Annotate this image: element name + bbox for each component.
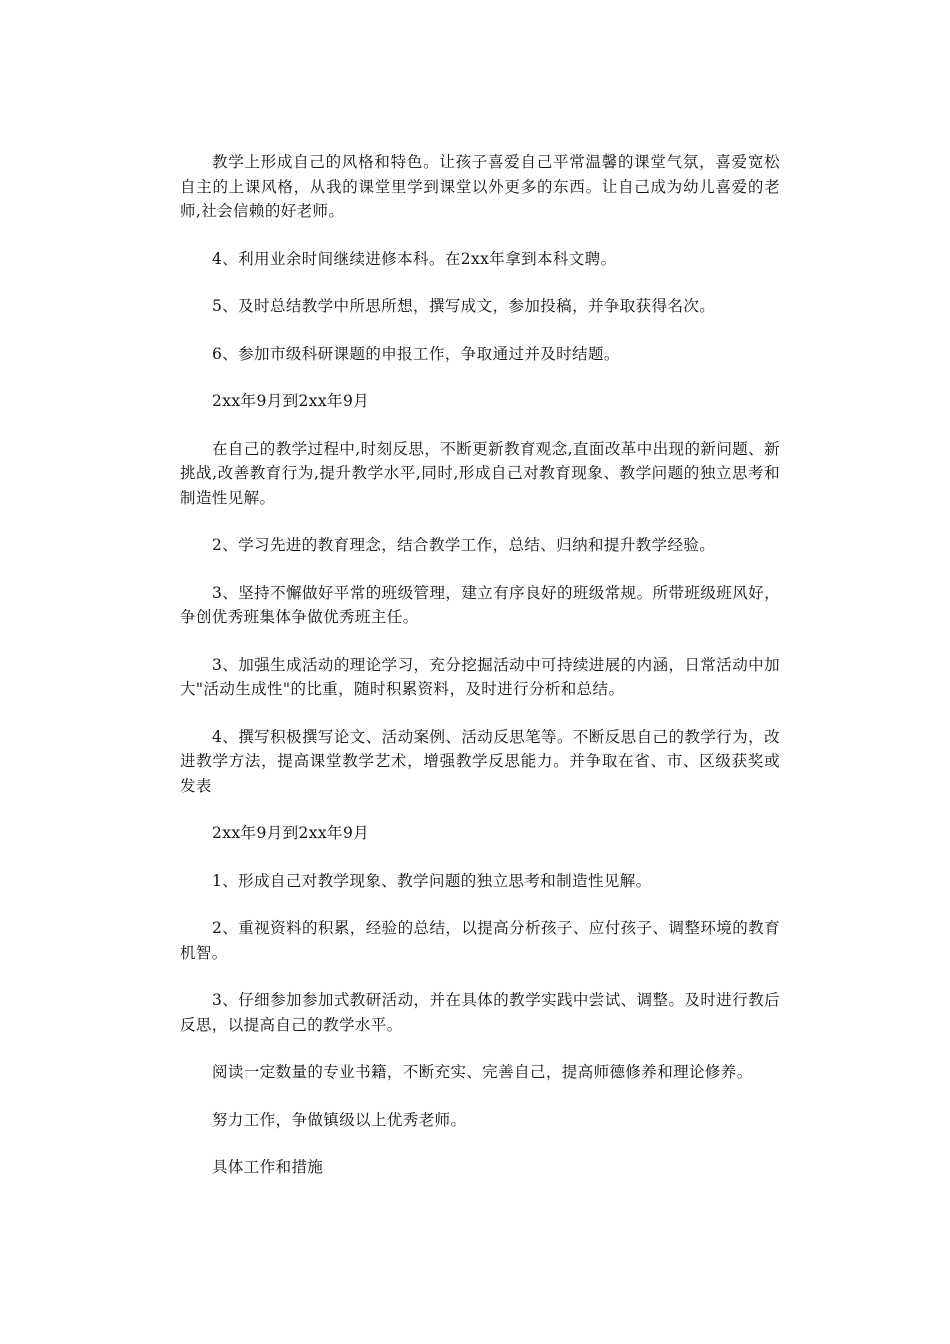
document-body	[180, 150, 780, 1203]
paragraph-item-2-materials: 2、重视资料的积累，经验的总结，以提高分析孩子、应付孩子、调整环境的教育机智。	[180, 919, 780, 962]
paragraph-item-4-study: 4、利用业余时间继续进修本科。在2xx年拿到本科文聘。	[212, 249, 617, 268]
paragraph-excellence: 努力工作，争做镇级以上优秀老师。	[212, 1110, 467, 1129]
paragraph-item-4-writing: 4、撰写积极撰写论文、活动案例、活动反思笔等。不断反思自己的教学行为，改进教学方法，提高课堂教学艺术，增强教学反思能力。并争取在省、市、区级获奖或发表	[180, 727, 780, 795]
paragraph-item-3-class-management: 3、坚持不懈做好平常的班级管理，建立有序良好的班级常规。所带班级班风好，争创优秀班集体争做优秀班主任。	[180, 583, 780, 626]
paragraph-item-1-thinking: 1、形成自己对教学现象、教学问题的独立思考和制造性见解。	[212, 871, 652, 890]
section-heading-measures: 具体工作和措施	[212, 1158, 324, 1176]
period-heading-1: 2xx年9月到2xx年9月	[212, 392, 370, 410]
paragraph-item-5-summary: 5、及时总结教学中所思所想，撰写成文，参加投稿，并争取获得名次。	[212, 297, 716, 315]
paragraph-item-3-activities: 3、加强生成活动的理论学习，充分挖掘活动中可持续进展的内涵，日常活动中加大"活动生成性"的比重，随时积累资料，及时进行分析和总结。	[180, 655, 780, 698]
paragraph-item-6-research: 6、参加市级科研课题的申报工作，争取通过并及时结题。	[212, 344, 620, 363]
paragraph-item-2-concepts: 2、学习先进的教育理念，结合教学工作，总结、归纳和提升教学经验。	[212, 536, 716, 554]
period-heading-2: 2xx年9月到2xx年9月	[212, 824, 370, 842]
paragraph-teaching-style: 教学上形成自己的风格和特色。让孩子喜爱自己平常温馨的课堂气氛，喜爱宽松自主的上课风格，从我的课堂里学到课堂以外更多的东西。让自己成为幼儿喜爱的老师,社会信赖的好老师。	[180, 153, 780, 220]
paragraph-item-3-research-activity: 3、仔细参加参加式教研活动，并在具体的教学实践中尝试、调整。及时进行教后反思，以提高自己的教学水平。	[180, 991, 780, 1034]
paragraph-reflection: 在自己的教学过程中,时刻反思，不断更新教育观念,直面改革中出现的新问题、新挑战,改善教育行为,提升教学水平,同时,形成自己对教育现象、教学问题的独立思考和制造性见解。	[180, 439, 780, 507]
paragraph-reading: 阅读一定数量的专业书籍，不断充实、完善自己，提高师德修养和理论修养。	[212, 1063, 753, 1081]
